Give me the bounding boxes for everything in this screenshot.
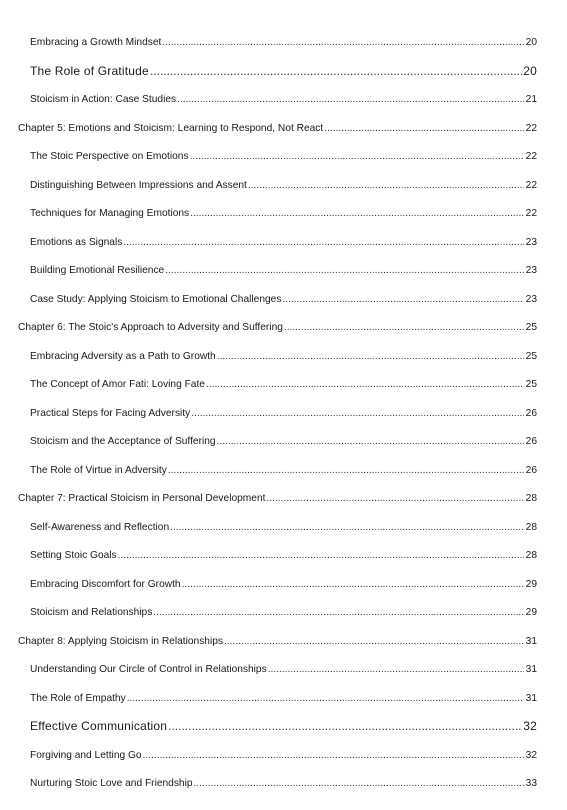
toc-dot-leader (190, 150, 524, 163)
toc-page-number: 23 (525, 293, 537, 305)
toc-section-entry[interactable] (30, 407, 537, 420)
toc-entry-title: Forgiving and Letting Go (30, 749, 142, 761)
toc-entry-title: Self-Awareness and Reflection (30, 521, 170, 533)
toc-section-entry[interactable] (30, 350, 537, 363)
toc-section-entry[interactable] (30, 692, 537, 705)
toc-page-number: 31 (525, 664, 537, 675)
toc-page-number: 25 (525, 322, 537, 333)
toc-page-number: 29 (525, 578, 537, 590)
toc-dot-leader (153, 606, 524, 619)
toc-page-number: 26 (525, 436, 537, 447)
toc-dot-leader (224, 635, 524, 648)
toc-dot-leader (194, 777, 524, 790)
toc-dot-leader (190, 207, 524, 220)
toc-section-entry[interactable] (30, 36, 537, 49)
toc-page-number: 26 (525, 407, 537, 419)
toc-entry-title: Setting Stoic Goals (30, 550, 117, 561)
toc-section-entry[interactable] (30, 207, 537, 220)
toc-dot-leader (217, 350, 524, 363)
toc-section-entry[interactable] (30, 663, 537, 676)
toc-dot-leader (282, 293, 524, 306)
toc-page-number: 22 (525, 122, 537, 134)
toc-dot-leader (266, 492, 524, 505)
toc-entry-title: Building Emotional Resilience (30, 265, 165, 276)
toc-section-entry[interactable] (30, 179, 537, 192)
toc-page-number: 28 (525, 493, 537, 504)
toc-section-entry[interactable] (30, 749, 537, 762)
toc-entry-title: Embracing Adversity as a Path to Growth (30, 350, 216, 362)
toc-page-number: 31 (525, 635, 537, 647)
toc-entry-title: Emotions as Signals (30, 236, 123, 248)
toc-section-entry[interactable] (30, 606, 537, 619)
toc-entry-title: Case Study: Applying Stoicism to Emotional Challenges (30, 293, 282, 305)
toc-page-number: 20 (525, 37, 537, 48)
toc-entry-title: Practical Steps for Facing Adversity (30, 407, 191, 419)
toc-entry-title: Understanding Our Circle of Control in Relationships (30, 664, 267, 675)
toc-section-entry[interactable] (30, 521, 537, 534)
toc-dot-leader (150, 65, 522, 78)
toc-chapter-entry[interactable] (18, 122, 537, 135)
toc-dot-leader (123, 236, 524, 249)
toc-chapter-entry[interactable] (18, 635, 537, 648)
toc-section-entry[interactable] (30, 236, 537, 249)
toc-entry-title: The Concept of Amor Fati: Loving Fate (30, 379, 205, 390)
toc-entry-title: Stoicism in Action: Case Studies (30, 94, 177, 105)
toc-entry-title: Effective Communication (30, 719, 168, 733)
toc-dot-leader (168, 464, 524, 477)
toc-section-entry[interactable] (30, 264, 537, 277)
toc-page-number: 26 (525, 464, 537, 476)
toc-page-number: 22 (525, 208, 537, 219)
toc-section-entry[interactable] (30, 777, 537, 790)
toc-page-number: 28 (525, 550, 537, 561)
toc-entry-title: Chapter 5: Emotions and Stoicism: Learning to Respond, Not React (18, 122, 324, 134)
toc-dot-leader (248, 179, 524, 192)
toc-page-number: 31 (525, 692, 537, 704)
toc-section-entry[interactable] (30, 549, 537, 562)
toc-section-entry[interactable] (30, 464, 537, 477)
toc-entry-title: Chapter 8: Applying Stoicism in Relationships (18, 635, 223, 647)
toc-dot-leader (182, 578, 524, 591)
toc-page-number: 32 (523, 719, 537, 733)
toc-section-entry[interactable] (30, 65, 537, 78)
toc-dot-leader (206, 378, 524, 391)
toc-dot-leader (191, 407, 524, 420)
toc-dot-leader (127, 692, 524, 705)
toc-page-number: 22 (525, 179, 537, 191)
toc-page-number: 32 (525, 749, 537, 761)
toc-section-entry[interactable] (30, 150, 537, 163)
toc-entry-title: Chapter 6: The Stoic's Approach to Adversity and Suffering (18, 322, 283, 333)
toc-chapter-entry[interactable] (18, 492, 537, 505)
toc-entry-title: The Role of Empathy (30, 692, 126, 704)
toc-page-number: 21 (525, 94, 537, 105)
toc-dot-leader (143, 749, 524, 762)
toc-page-number: 28 (525, 521, 537, 533)
toc-entry-title: Nurturing Stoic Love and Friendship (30, 778, 193, 789)
toc-entry-title: Embracing a Growth Mindset (30, 37, 162, 48)
toc-entry-title: Distinguishing Between Impressions and Assent (30, 179, 247, 191)
toc-entry-title: Stoicism and Relationships (30, 607, 153, 618)
toc-entry-title: Chapter 7: Practical Stoicism in Personal Development (18, 493, 266, 504)
toc-dot-leader (165, 264, 524, 277)
toc-section-entry[interactable] (30, 378, 537, 391)
toc-page-number: 25 (525, 350, 537, 362)
toc-section-entry[interactable] (30, 578, 537, 591)
toc-dot-leader (324, 122, 524, 135)
toc-dot-leader (217, 435, 524, 448)
toc-dot-leader (170, 521, 524, 534)
toc-entry-title: The Role of Gratitude (30, 63, 149, 78)
toc-page-number: 25 (525, 379, 537, 390)
toc-dot-leader (284, 321, 524, 334)
toc-section-entry[interactable] (30, 93, 537, 106)
toc-entry-title: Embracing Discomfort for Growth (30, 578, 181, 590)
toc-page-number: 23 (525, 265, 537, 276)
toc-section-entry[interactable] (30, 435, 537, 448)
toc-entry-title: The Role of Virtue in Adversity (30, 464, 167, 476)
toc-dot-leader (168, 720, 522, 733)
toc-page-number: 20 (523, 63, 537, 78)
toc-chapter-entry[interactable] (18, 321, 537, 334)
toc-page-number: 29 (525, 607, 537, 618)
toc-dot-leader (177, 93, 524, 106)
toc-dot-leader (118, 549, 524, 562)
toc-entry-title: Techniques for Managing Emotions (30, 208, 190, 219)
toc-entry-title: Stoicism and the Acceptance of Suffering (30, 436, 216, 447)
toc-section-entry[interactable] (30, 720, 537, 733)
toc-page-number: 33 (525, 778, 537, 789)
toc-dot-leader (268, 663, 524, 676)
toc-section-entry[interactable] (30, 293, 537, 306)
toc-entry-title: The Stoic Perspective on Emotions (30, 151, 189, 162)
toc-page-number: 22 (525, 151, 537, 162)
toc-page-number: 23 (525, 236, 537, 248)
toc-dot-leader (162, 36, 524, 49)
